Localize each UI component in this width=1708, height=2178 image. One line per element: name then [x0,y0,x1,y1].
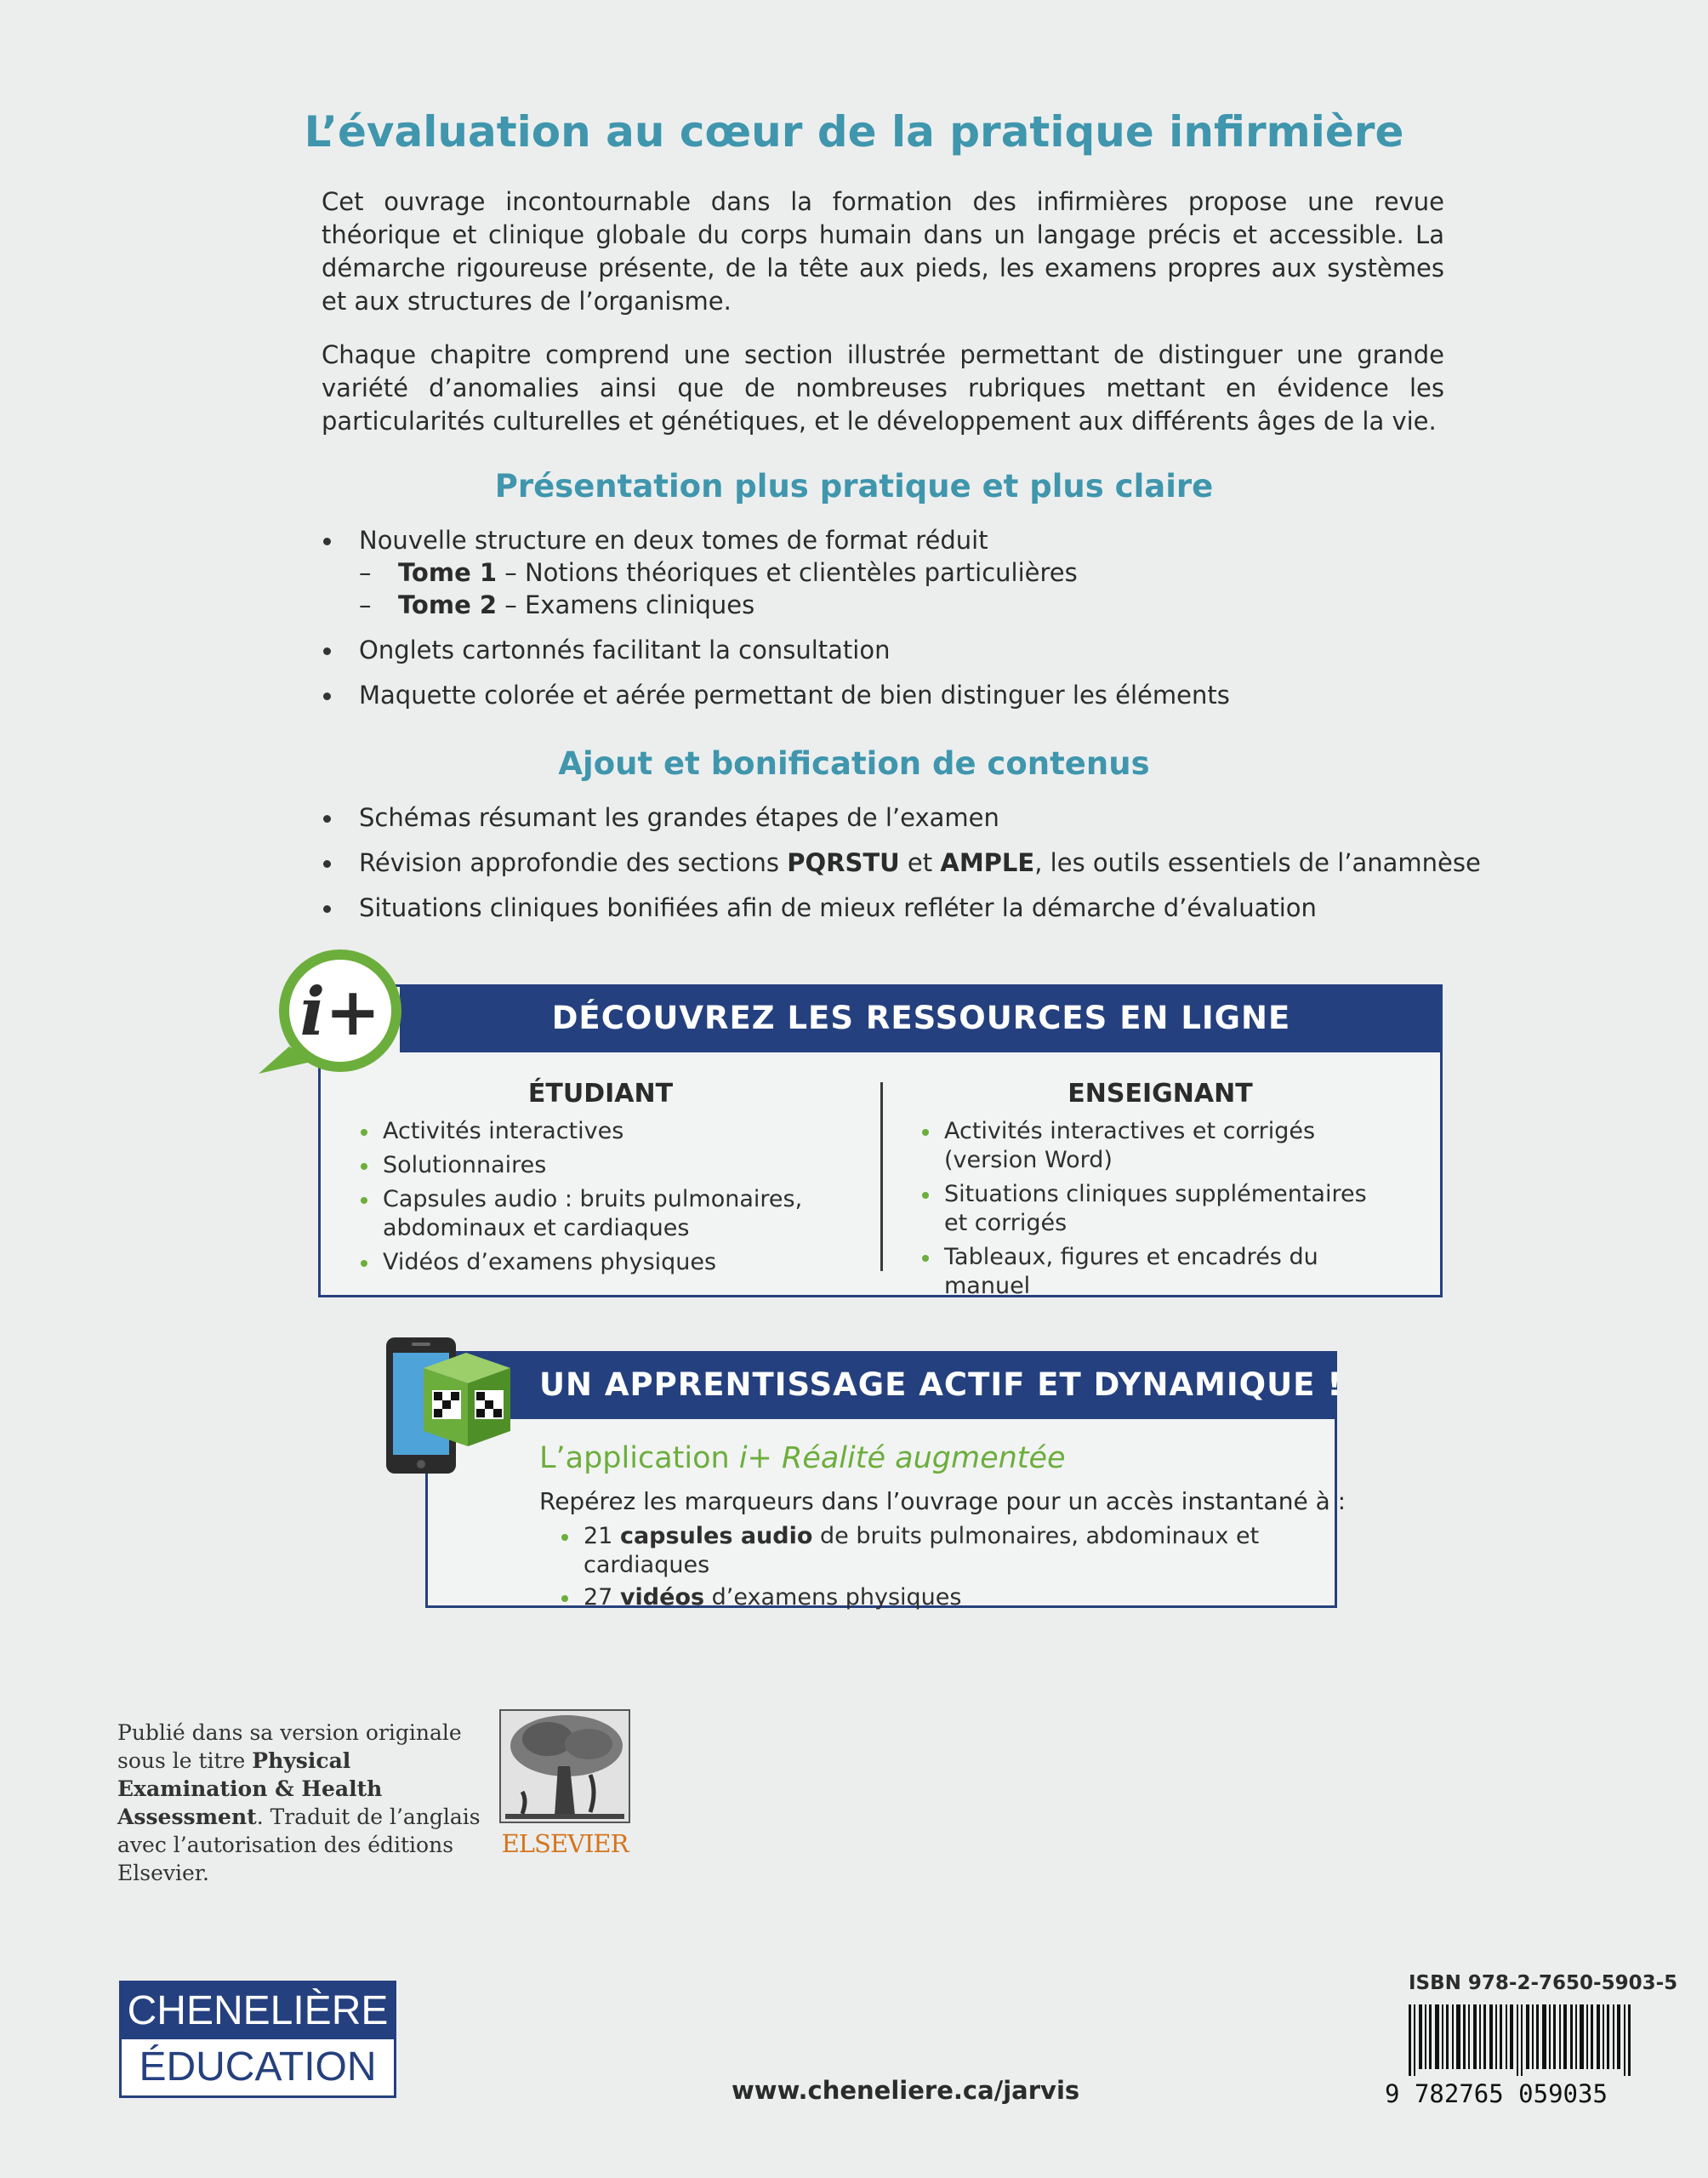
iplus-badge-text: i+ [299,973,381,1051]
app-title [539,1441,1066,1475]
app-heading: UN APPRENTISSAGE ACTIF ET DYNAMIQUE ! [451,1351,1337,1419]
app-title-part: L’application [539,1441,739,1475]
list-item-text: Maquette colorée et aérée permettant de bien distinguer les éléments [359,681,1230,710]
app-intro: Repérez les marqueurs dans l’ouvrage pour un accès instantané à : [539,1487,1346,1515]
tome1-label: Tome 1 [398,558,498,587]
tome2-label: Tome 2 [398,590,498,619]
presentation-list [320,524,1511,711]
list-item [558,1583,1324,1612]
text-part: Révision approfondie des sections [359,848,788,877]
iplus-badge-icon [255,946,429,1082]
list-item: Activités interactives et corrigés (version Word) [919,1117,1395,1175]
text-part: , les outils essentiels de l’anamnèse [1034,848,1481,877]
text-part: . Traduit de l’anglais avec l’autorisation des éditions Elsevier. [117,1805,481,1885]
dash: – [359,590,372,619]
list-item [320,892,1511,924]
student-list [357,1117,842,1282]
text-part: Publié dans sa version originale sous le titre [117,1720,462,1773]
list-item-text: Onglets cartonnés facilitant la consultation [359,636,891,664]
contenus-list [320,801,1511,924]
dash: – [359,558,372,587]
list-item [320,634,1511,666]
text-part: et [899,848,941,877]
teacher-list [919,1117,1395,1306]
original-title: Physical Examination & Health Assessment [117,1748,383,1829]
tome2-text: – Examens cliniques [497,590,755,619]
text-part: de bruits pulmonaires, abdominaux et cardiaques [584,1523,1260,1578]
text-part: d’examens physiques [704,1584,962,1611]
publisher-note [117,1719,492,1887]
list-item-text: Schémas résumant les grandes étapes de l’examen [359,803,999,832]
resources-heading: DÉCOUVREZ LES RESSOURCES EN LIGNE [400,984,1443,1052]
list-item: Situations cliniques supplémentaires et corrigés [919,1180,1395,1238]
website-url[interactable]: www.cheneliere.ca/jarvis [732,2076,1080,2105]
pqrstu-label: PQRSTU [787,848,900,877]
list-item: Activités interactives [357,1117,842,1146]
barcode-first-digit: 9 [1385,2079,1400,2108]
barcode-icon [1409,2004,1647,2076]
intro-paragraph-1: Cet ouvrage incontournable dans la formation des infirmières propose une revue théorique et clinique globale du corps humain dans un langage précis et accessible. La démarche rigoureuse présente, de la tête aux pieds, les examens propres aux systèmes et aux structures de l’organisme. [322,187,1444,316]
app-list [558,1522,1324,1617]
barcode-right-digits: 059035 [1518,2079,1608,2108]
section-heading-presentation: Présentation plus pratique et plus claire [494,468,1214,505]
intro-paragraph-2: Chaque chapitre comprend une section illustrée permettant de distinguer une grande variété d’anomalies ainsi que de nombreuses rubriques mettant en évidence les particularités culturelles et génétiques, et le développement aux différents âges de la vie. [322,340,1444,436]
teacher-title: ENSEIGNANT [1068,1079,1253,1109]
isbn-label: ISBN 978-2-7650-5903-5 [1409,1972,1678,1994]
text-part: 27 [584,1584,620,1611]
section-heading-contenus: Ajout et bonification de contenus [558,745,1150,782]
bold-part: vidéos [619,1584,705,1611]
bold-part: capsules audio [619,1523,813,1549]
cheneliere-logo-line1: CHENELIÈRE [122,1983,394,2039]
tome1-text: – Notions théoriques et clientèles particulières [497,558,1078,587]
list-item [320,524,1511,621]
column-divider [880,1082,883,1271]
elsevier-tree-logo [497,1707,633,1826]
student-title: ÉTUDIANT [527,1079,674,1109]
barcode-left-digits: 782765 [1414,2079,1504,2108]
sub-item-tome1 [359,556,1511,589]
list-item [558,1522,1324,1580]
list-item [320,801,1511,834]
list-item-text: Situations cliniques bonifiées afin de mieux refléter la démarche d’évaluation [359,893,1317,922]
text-part: 21 [584,1523,620,1549]
list-item: Vidéos d’examens physiques [357,1248,842,1277]
list-item [320,847,1511,879]
cheneliere-logo-line2: ÉDUCATION [139,2044,377,2090]
app-title-italic: i+ Réalité augmentée [738,1441,1066,1475]
list-item [320,679,1511,711]
list-item: Solutionnaires [357,1151,842,1180]
list-item: Tableaux, figures et encadrés du manuel [919,1243,1395,1301]
page-title: L’évaluation au cœur de la pratique infirmière [304,107,1404,157]
list-item-text: Nouvelle structure en deux tomes de format réduit [359,526,988,555]
sub-item-tome2 [359,589,1511,621]
list-item: Capsules audio : bruits pulmonaires, abdominaux et cardiaques [357,1185,842,1243]
barcode-digits [1385,2079,1640,2108]
elsevier-wordmark: ELSEVIER [501,1829,629,1858]
ample-label: AMPLE [940,848,1035,877]
phone-ar-icon [381,1334,517,1477]
